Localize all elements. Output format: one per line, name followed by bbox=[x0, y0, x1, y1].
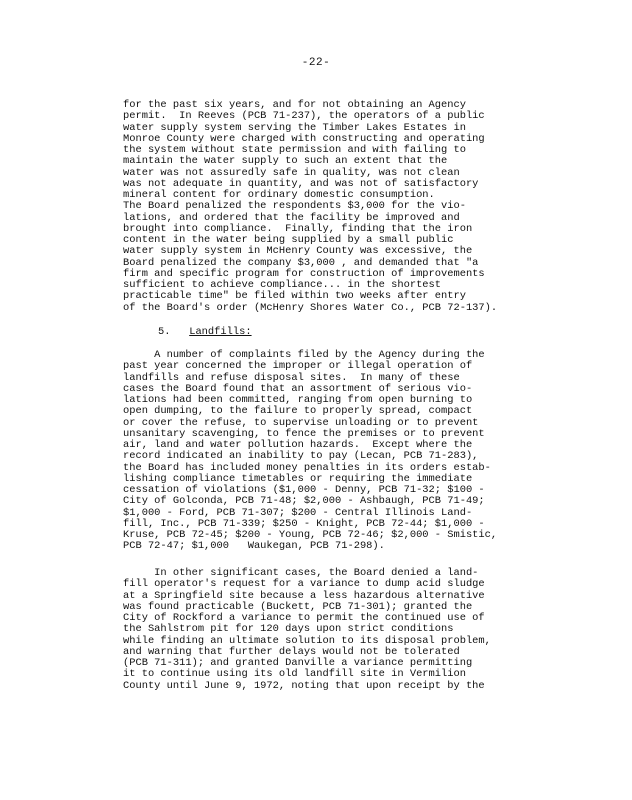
paragraph-water-supply-cases: for the past six years, and for not obtaining an Agency permit. In Reeves (PCB 71-237), the operators of a public water supply system serving the Timber Lakes Estates in Monroe County were charged with constructing and operating the system without state permission and with failing to maintain the water supply to such an extent that the water was not assuredly safe in quality, was not clean was not adequate in quantity, and was not of satisfactory mineral content for ordinary domestic consumption. The Board penalized the respondents $3,000 for the vio- lations, and ordered that the facility be improved and brought into compliance. Finally, finding that the iron content in the water being supplied by a small public water supply system in McHenry County was excessive, the Board penalized the company $3,000 , and demanded that "a firm and specific program for construction of improvements sufficient to achieve compliance... in the shortest practicable time" be filed within two weeks after entry of the Board's order (McHenry Shores Water Co., PCB 72-137). bbox=[123, 99, 498, 314]
paragraph-landfill-complaints: A number of complaints filed by the Agency during the past year concerned the improper or illegal operation of landfills and refuse disposal sites. In many of these cases the Board found that an assortment of serious vio- lations had been committed, ranging from open burning to open dumping, to the failure to properly spread, compact or cover the refuse, to supervise unloading or to prevent unsanitary scavenging, to fence the premises or to prevent air, land and water pollution hazards. Except where the record indicated an inability to pay (Lecan, PCB 71-283), the Board has included money penalties in its orders estab- lishing compliance timetables or requiring the immediate cessation of violations ($1,000 - Denny, PCB 71-32; $100 - City of Golconda, PCB 71-48; $2,000 - Ashbaugh, PCB 71-49; $1,000 - Ford, PCB 71-307; $200 - Central Illinois Land- fill, Inc., PCB 71-339; $250 - Knight, PCB 72-44; $1,000 - Kruse, PCB 72-45; $200 - Young, PCB 72-46; $2,000 - Smistic, PCB 72-47; $1,000 Waukegan, PCB 71-298). bbox=[123, 349, 498, 553]
section-heading bbox=[158, 327, 252, 338]
paragraph-other-cases: In other significant cases, the Board denied a land- fill operator's request for a variance to dump acid sludge at a Springfield site because a less hazardous alternative was found practicable (Buckett, PCB 71-301); granted the City of Rockford a variance to permit the continued use of the Sahlstrom pit for 120 days upon strict conditions while finding an ultimate solution to its disposal problem, and warning that further delays would not be tolerated (PCB 71-311); and granted Danville a variance permitting it to continue using its old landfill site in Vermilion County until June 9, 1972, noting that upon receipt by the bbox=[123, 567, 491, 692]
section-number: 5. bbox=[158, 326, 171, 338]
page-number: -22- bbox=[301, 57, 331, 69]
section-title: Landfills: bbox=[189, 326, 252, 338]
